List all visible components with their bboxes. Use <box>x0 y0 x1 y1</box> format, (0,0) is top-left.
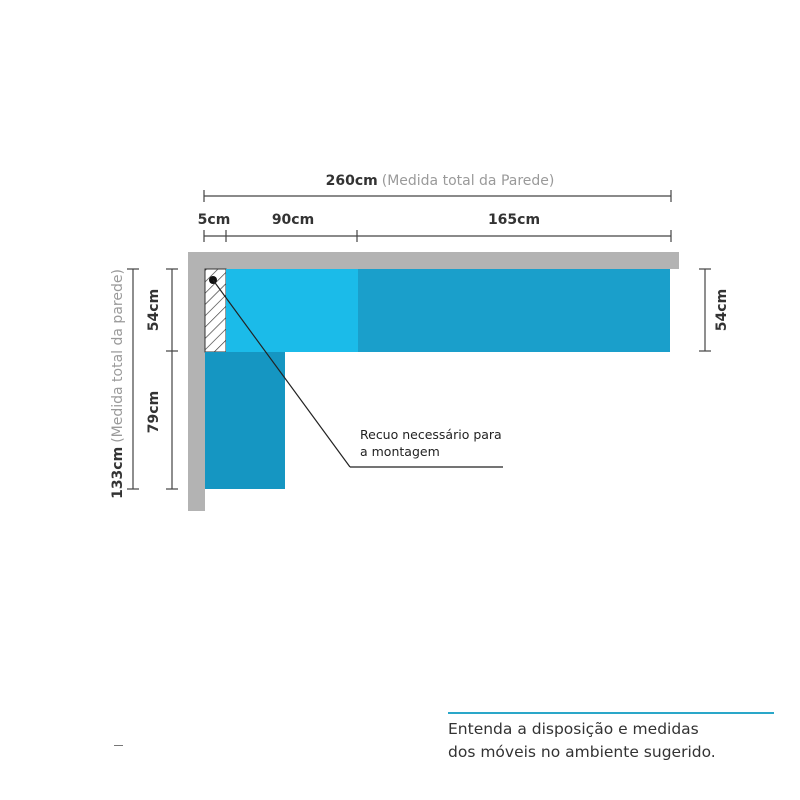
callout-text-line-2: a montagem <box>360 444 440 459</box>
footer-dash <box>114 745 123 746</box>
dimension-right-depth-label: 54cm <box>714 288 730 332</box>
dimension-total-width <box>204 190 671 202</box>
caption <box>448 718 778 764</box>
dimension-left-total-label: 133cm(Medida total da parede) <box>110 269 126 499</box>
caption-rule <box>448 712 774 714</box>
dimension-left-lower-label: 79cm <box>146 390 162 434</box>
dimension-segment-90cm: 90cm <box>271 212 315 228</box>
caption-line-2: dos móveis no ambiente sugerido. <box>448 743 716 761</box>
left-wall <box>188 252 205 511</box>
dimension-segment-5cm: 5cm <box>197 212 231 228</box>
caption-line-1: Entenda a disposição e medidas <box>448 720 699 738</box>
dimension-segment-165cm: 165cm <box>487 212 541 228</box>
top-wall <box>188 252 679 269</box>
dimension-left-upper-label: 54cm <box>146 288 162 332</box>
cabinet-corner-90cm <box>226 269 358 352</box>
cabinet-165cm <box>358 269 670 352</box>
dimension-total-width-label: 260cm (Medida total da Parede) <box>325 173 555 189</box>
dimension-right-depth <box>699 269 711 351</box>
callout-text-line-1: Recuo necessário para <box>360 427 502 442</box>
cabinet-lower-79cm <box>205 352 285 489</box>
dimension-segments <box>204 230 671 242</box>
